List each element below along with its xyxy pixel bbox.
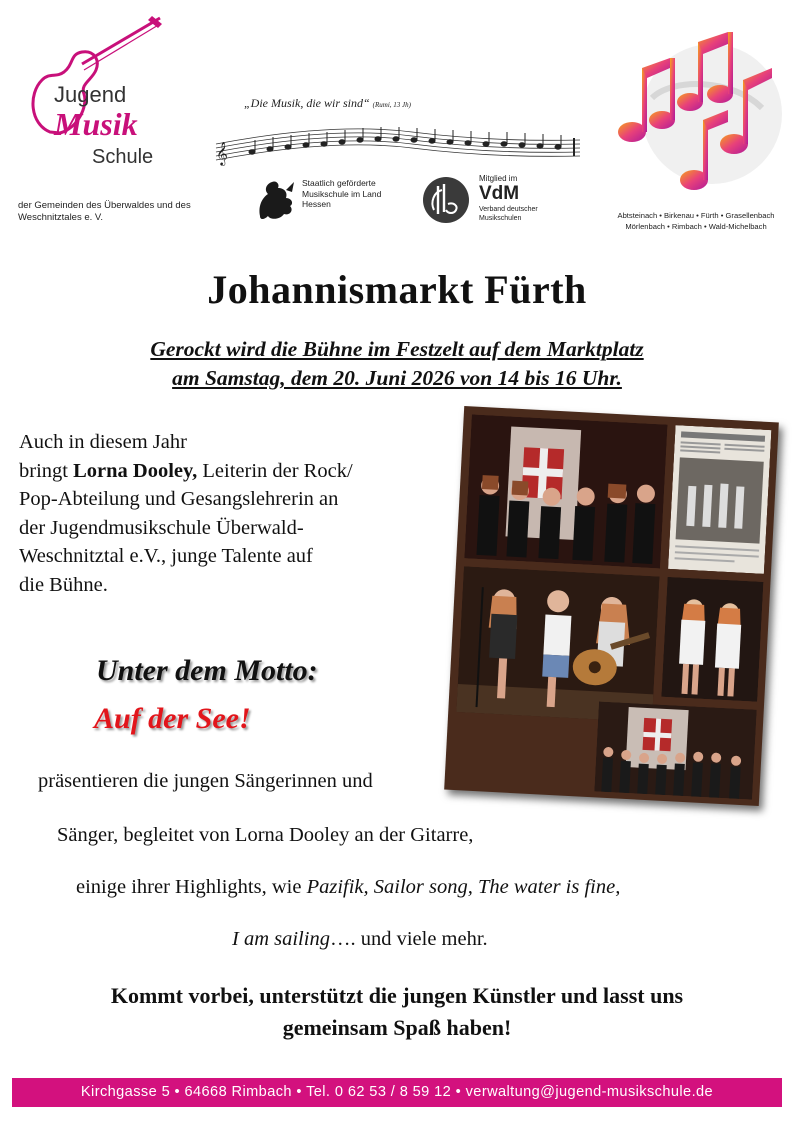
closing-line-1: Kommt vorbei, unterstützt die jungen Künstler und lasst uns <box>110 983 684 1008</box>
intro-bring: bringt <box>19 459 74 482</box>
event-subtitle <box>0 335 794 393</box>
photo-collage <box>444 406 779 806</box>
subtitle-line-1: Gerockt wird die Bühne im Festzelt auf dem Marktplatz <box>150 337 644 361</box>
hessen-label: Staatlich geförderte Musikschule im Land Hessen <box>302 178 382 209</box>
body-line-2: Sänger, begleitet von Lorna Dooley an der Gitarre, <box>57 824 474 846</box>
body-line-4 <box>232 928 488 951</box>
header-motto-source: (Rumi, 13 Jh) <box>372 101 411 109</box>
motto-label: Unter dem Motto: <box>96 654 318 687</box>
school-logo <box>0 0 230 235</box>
header-motto <box>244 96 411 111</box>
photo-choir-stage <box>464 414 667 568</box>
intro-line-2-rest: Leiterin der Rock/ <box>197 459 353 482</box>
photo-group-choir <box>594 701 756 799</box>
song-list: Pazifik, Sailor song, The water is fine, <box>306 876 621 898</box>
logo-jugend-text: Jugend <box>54 82 127 107</box>
member-towns <box>604 210 788 232</box>
song-i-am-sailing: I am sailing <box>232 928 330 950</box>
intro-line-5: Weschnitztal e.V., junge Talente auf <box>19 545 313 567</box>
photo-duo-singers <box>661 577 763 702</box>
vdm-name: VdM <box>479 183 520 204</box>
hessen-lion-icon <box>250 176 298 224</box>
photo-newspaper-clipping <box>668 425 771 574</box>
intro-line-6: die Bühne. <box>19 573 108 596</box>
logo-subline: der Gemeinden des Überwaldes und des Weschnitztales e. V. <box>18 200 191 223</box>
body-line-1: präsentieren die jungen Sängerinnen und <box>38 770 373 792</box>
header-motto-text: „Die Musik, die wir sind“ <box>244 96 370 110</box>
photo-guitar-performance <box>456 566 659 722</box>
intro-line-1: Auch in diesem Jahr <box>19 431 187 453</box>
motto-value: Auf der See! <box>94 702 251 735</box>
music-staff-icon <box>212 118 584 168</box>
logo-musik-text: Musik <box>54 106 138 142</box>
closing-line-2: gemeinsam Spaß haben! <box>282 1015 512 1040</box>
subtitle-line-2: am Samstag, dem 20. Juni 2026 von 14 bis 16 Uhr. <box>172 366 622 390</box>
vdm-logo-icon <box>420 174 476 226</box>
svg-text:𝄞: 𝄞 <box>216 141 228 165</box>
contact-footer: Kirchgasse 5 • 64668 Rimbach • Tel. 0 62 53 / 8 59 12 • verwaltung@jugend-musikschule.de <box>12 1078 782 1107</box>
closing-call <box>0 980 794 1044</box>
logo-schule-text: Schule <box>92 146 154 168</box>
towns-line-2: Mörlenbach • Rimbach • Wald-Michelbach <box>625 222 767 231</box>
page-title: Johannismarkt Fürth <box>207 267 587 312</box>
towns-line-1: Abtsteinach • Birkenau • Fürth • Grasellenbach <box>617 211 775 220</box>
body-line-4-plain: …. und viele mehr. <box>329 928 488 950</box>
intro-paragraph <box>19 428 469 599</box>
vdm-member-label: Mitglied im <box>479 174 518 183</box>
teacher-name: Lorna Dooley, <box>73 459 198 482</box>
intro-line-2 <box>19 457 469 486</box>
body-line-3 <box>76 876 620 899</box>
intro-line-3: Pop-Abteilung und Gesangslehrerin an <box>19 488 339 510</box>
intro-line-4: der Jugendmusikschule Überwald- <box>19 516 304 539</box>
vdm-subline: Verband deutscher Musikschulen <box>479 206 538 222</box>
music-notes-graphic <box>612 28 788 200</box>
body-line-3-plain: einige ihrer Highlights, wie <box>76 876 307 898</box>
